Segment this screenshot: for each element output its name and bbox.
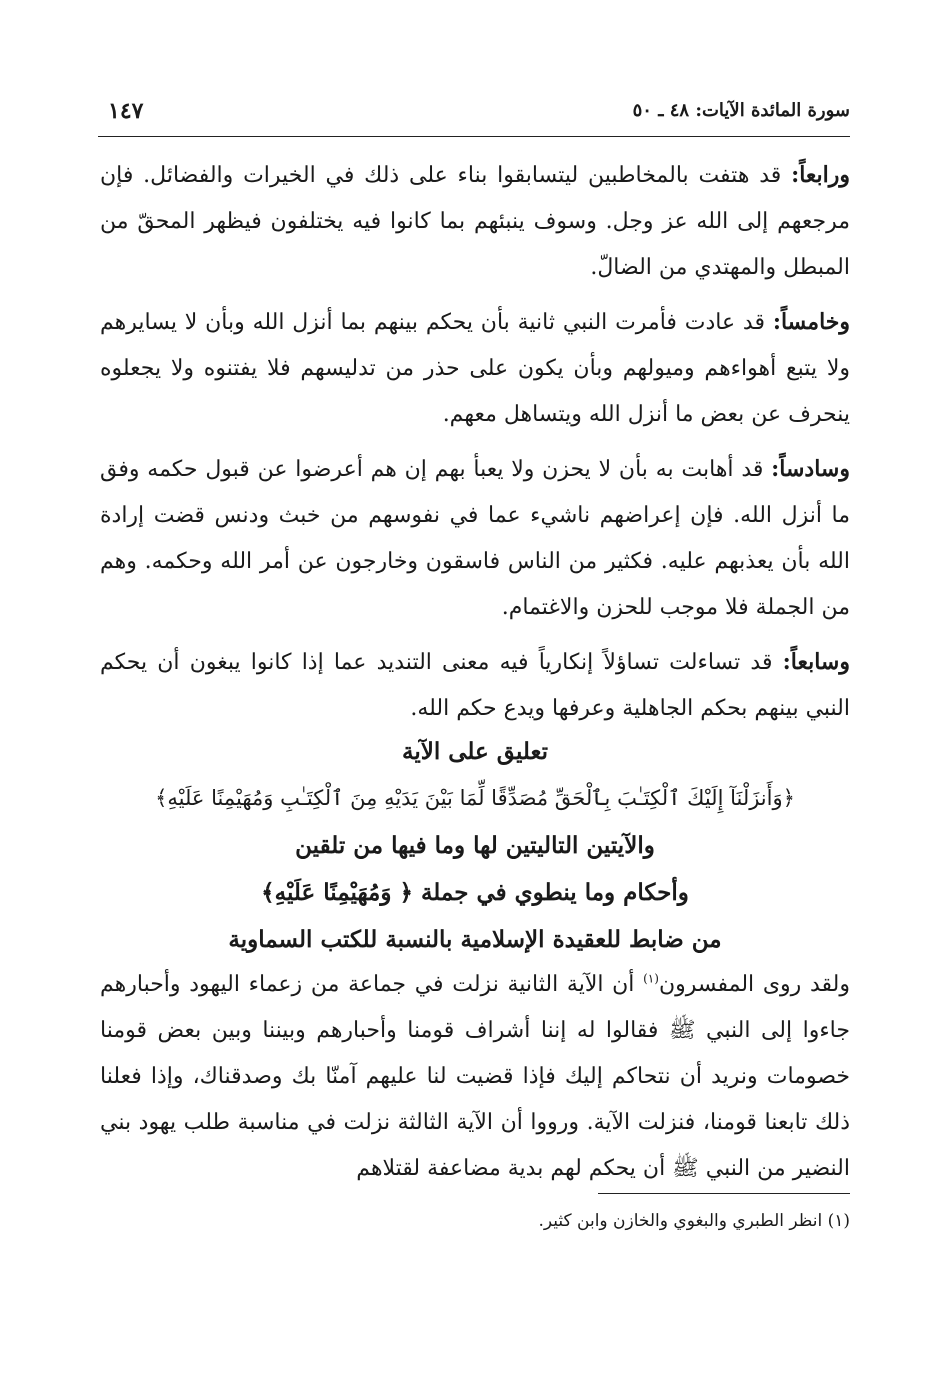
commentary-text-start: ولقد روى المفسرون <box>658 972 850 997</box>
heading-title: تعليق على الآية <box>402 738 548 765</box>
body-text <box>100 152 850 740</box>
footnote-rule <box>598 1193 850 1194</box>
paragraph-fifth <box>100 299 850 438</box>
footnote: (١) انظر الطبري والبغوي والخازن وابن كثير. <box>538 1211 850 1231</box>
running-header <box>100 96 850 132</box>
paragraph-lead: وسابعاً: <box>782 649 850 675</box>
page-number: ١٤٧ <box>108 98 144 124</box>
paragraph-sixth <box>100 446 850 631</box>
paragraph-lead: وخامساً: <box>772 309 850 335</box>
paragraph-text: قد هتفت بالمخاطبين ليتسابقوا بناء على ذلك في الخيرات والفضائل. فإن مرجعهم إلى الله عز وجل. وسوف ينبئهم بما كانوا فيه يختلفون فيظهر المحقّ من المبطل والمهتدي من الضالّ. <box>100 163 850 280</box>
running-title: سورة المائدة الآيات: ٤٨ ـ ٥٠ <box>632 100 850 121</box>
commentary-text-rest: أن الآية الثانية نزلت في جماعة من زعماء اليهود وأحبارهم جاءوا إلى النبي ﷺ فقالوا له إننا أشراف قومنا وأحبارهم وبيننا وبين بعض قومنا خصومات ونريد أن نتحاكم إليك فإذا قضيت لنا عليهم آمنّا بك وصدقناك، وإذا فعلنا ذلك تابعنا قومنا، فنزلت الآية. ورووا أن الآية الثالثة نزلت في مناسبة طلب يهود بني النضير من النبي ﷺ أن يحكم لهم بدية مضاعفة لقتلاهم <box>100 972 850 1181</box>
heading-line-5: من ضابط للعقيدة الإسلامية بالنسبة للكتب السماوية <box>228 926 722 953</box>
paragraph-commentary <box>100 962 850 1192</box>
heading-line-3: والآيتين التاليتين لها وما فيها من تلقين <box>295 832 655 859</box>
closing-text <box>100 962 850 1200</box>
paragraph-text: قد عادت فأمرت النبي ثانية بأن يحكم بينهم بما أنزل الله وبأن لا يسايرهم ولا يتبع أهواءهم وميولهم وبأن يكون على حذر من تدليسهم فلا يفتنوه ولا يجعلوه ينحرف عن بعض ما أنزل الله ويتساهل معهم. <box>100 310 850 427</box>
heading-line-4: وأحكام وما ينطوي في جملة ﴿ وَمُهَيْمِنًا عَلَيْهِ﴾ <box>261 879 689 906</box>
header-rule <box>98 136 850 137</box>
heading-verse: ﴿وَأَنزَلْنَآ إِلَيْكَ ٱلْكِتَـٰبَ بِٱلْحَقِّ مُصَدِّقًا لِّمَا بَيْنَ يَدَيْهِ مِنَ ٱلْكِتَـٰبِ وَمُهَيْمِنًا عَلَيْهِ﴾ <box>155 786 795 810</box>
paragraph-lead: ورابعاً: <box>791 162 850 188</box>
footnote-reference: (١) <box>643 971 659 986</box>
paragraph-lead: وسادساً: <box>771 456 850 482</box>
section-heading <box>100 728 850 963</box>
paragraph-fourth <box>100 152 850 291</box>
paragraph-text: قد أهابت به بأن لا يحزن ولا يعبأ بهم إن هم أعرضوا عن قبول حكمه وفق ما أنزل الله. فإن إعراضهم ناشيء عما في نفوسهم من خبث ودنس قضت إرادة الله بأن يعذبهم عليه. فكثير من الناس فاسقون وخارجون عن أمر الله وحكمه. وهم من الجملة فلا موجب للحزن والاغتمام. <box>100 457 850 620</box>
paragraph-text: قد تساءلت تساؤلاً إنكارياً فيه معنى التنديد عما إذا كانوا يبغون أن يحكم النبي بينهم بحكم الجاهلية وعرفها ويدع حكم الله. <box>100 650 850 721</box>
paragraph-seventh <box>100 639 850 732</box>
